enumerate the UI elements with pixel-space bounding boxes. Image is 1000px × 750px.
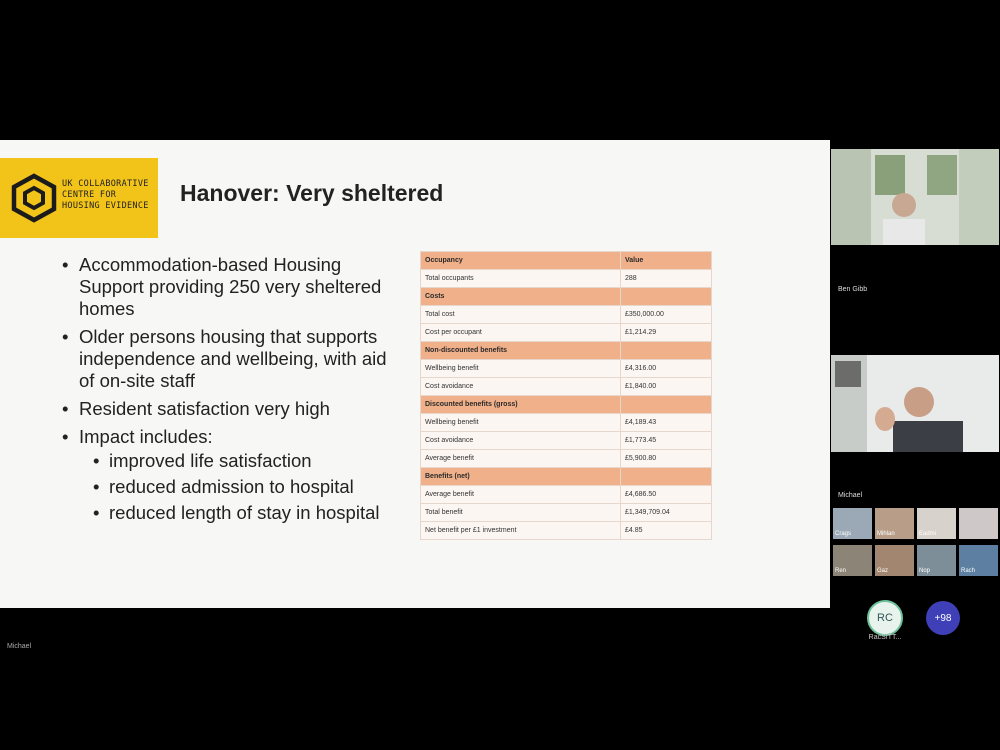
participant-thumb[interactable] bbox=[833, 508, 872, 539]
table-row bbox=[421, 378, 712, 396]
table-cell-value: £4,316.00 bbox=[621, 360, 712, 378]
participant-thumb[interactable] bbox=[959, 508, 998, 539]
participant-thumbnails bbox=[833, 508, 998, 578]
table-row bbox=[421, 414, 712, 432]
logo-line: CENTRE FOR bbox=[62, 190, 117, 200]
slide-title: Hanover: Very sheltered bbox=[180, 180, 444, 206]
thumb-name: Crags bbox=[835, 531, 852, 537]
presenter-label: Michael bbox=[7, 643, 32, 650]
table-cell-value: £1,773.45 bbox=[621, 432, 712, 450]
table-cell-label: Average benefit bbox=[421, 450, 621, 468]
table-row bbox=[421, 306, 712, 324]
participant-avatar-rc[interactable]: RC bbox=[867, 600, 903, 636]
ukcche-logo bbox=[0, 158, 158, 238]
table-cell-label: Wellbeing benefit bbox=[421, 360, 621, 378]
participant-video-michael[interactable] bbox=[831, 355, 999, 452]
table-section-header bbox=[421, 396, 712, 414]
table-cell-label: Cost avoidance bbox=[421, 432, 621, 450]
table-cell-label: Total cost bbox=[421, 306, 621, 324]
table-cell-value: £1,349,709.04 bbox=[621, 504, 712, 522]
participant-video-ben[interactable] bbox=[831, 149, 999, 245]
participant-thumb[interactable] bbox=[917, 545, 956, 576]
table-cell-label: Cost avoidance bbox=[421, 378, 621, 396]
participant-name: Michael bbox=[838, 492, 863, 499]
participant-name: Ben Gibb bbox=[838, 286, 868, 293]
thumb-name: Mihlan bbox=[877, 531, 895, 537]
thumb-name: Eadmi bbox=[919, 531, 937, 537]
table-cell-label: Cost per occupant bbox=[421, 324, 621, 342]
presentation-slide bbox=[0, 140, 830, 608]
participant-thumb[interactable] bbox=[875, 508, 914, 539]
table-row bbox=[421, 450, 712, 468]
thumb-name: Gaz bbox=[877, 568, 889, 574]
table-cell-value bbox=[621, 468, 712, 486]
table-cell-label: Occupancy bbox=[421, 252, 621, 270]
cost-benefit-table bbox=[420, 251, 712, 540]
thumb-name: Nop bbox=[919, 568, 931, 574]
bullet-item: • Older persons housing that supports independence and wellbeing, with aid of on-site staff bbox=[62, 326, 402, 392]
participant-thumb[interactable] bbox=[875, 545, 914, 576]
table-cell-value: £5,900.80 bbox=[621, 450, 712, 468]
table-row bbox=[421, 270, 712, 288]
table-cell-label: Non-discounted benefits bbox=[421, 342, 621, 360]
bullet-text: Impact includes: bbox=[79, 426, 213, 447]
table-row bbox=[421, 504, 712, 522]
table-row bbox=[421, 522, 712, 540]
table-section-header bbox=[421, 342, 712, 360]
table-section-header bbox=[421, 468, 712, 486]
logo-line: UK COLLABORATIVE bbox=[62, 179, 149, 189]
table-cell-value bbox=[621, 396, 712, 414]
table-cell-label: Total occupants bbox=[421, 270, 621, 288]
table-row bbox=[421, 432, 712, 450]
sub-bullet-item: • reduced length of stay in hospital bbox=[93, 502, 402, 524]
sub-bullet-list bbox=[93, 450, 402, 524]
table-cell-value: £4,189.43 bbox=[621, 414, 712, 432]
table-cell-value: £1,840.00 bbox=[621, 378, 712, 396]
table-cell-value: £1,214.29 bbox=[621, 324, 712, 342]
logo-line: HOUSING EVIDENCE bbox=[62, 201, 149, 211]
bullet-list bbox=[62, 254, 402, 530]
table-cell-label: Net benefit per £1 investment bbox=[421, 522, 621, 540]
table-cell-label: Benefits (net) bbox=[421, 468, 621, 486]
table-section-header bbox=[421, 252, 712, 270]
thumb-name: Rach bbox=[961, 568, 976, 574]
table-section-header bbox=[421, 288, 712, 306]
table-cell-label: Costs bbox=[421, 288, 621, 306]
table-cell-label: Total benefit bbox=[421, 504, 621, 522]
table-cell-value: Value bbox=[621, 252, 712, 270]
sub-bullet-item: • reduced admission to hospital bbox=[93, 476, 402, 498]
table-cell-value: £4.85 bbox=[621, 522, 712, 540]
more-participants-button[interactable]: +98 bbox=[926, 601, 960, 635]
sub-bullet-item: • improved life satisfaction bbox=[93, 450, 402, 472]
bullet-item: • Resident satisfaction very high bbox=[62, 398, 402, 420]
table-cell-value: 288 bbox=[621, 270, 712, 288]
table-cell-label: Discounted benefits (gross) bbox=[421, 396, 621, 414]
video-feed bbox=[831, 355, 999, 452]
table-row bbox=[421, 360, 712, 378]
participant-thumb[interactable] bbox=[959, 545, 998, 576]
table-row bbox=[421, 486, 712, 504]
table-cell-value bbox=[621, 288, 712, 306]
participant-avatar-name: RacSITT... bbox=[868, 634, 902, 641]
video-feed bbox=[831, 149, 999, 245]
bullet-item: • Accommodation-based Housing Support providing 250 very sheltered homes bbox=[62, 254, 402, 320]
table-cell-value bbox=[621, 342, 712, 360]
table-cell-label: Wellbeing benefit bbox=[421, 414, 621, 432]
hexagon-logo-icon bbox=[10, 173, 58, 223]
bullet-item bbox=[62, 426, 402, 524]
logo-text bbox=[62, 179, 154, 212]
participant-thumb[interactable] bbox=[917, 508, 956, 539]
participant-thumb[interactable] bbox=[833, 545, 872, 576]
table-cell-value: £4,686.50 bbox=[621, 486, 712, 504]
table-row bbox=[421, 324, 712, 342]
table-cell-value: £350,000.00 bbox=[621, 306, 712, 324]
table-cell-label: Average benefit bbox=[421, 486, 621, 504]
thumb-name: Ren bbox=[835, 568, 847, 574]
